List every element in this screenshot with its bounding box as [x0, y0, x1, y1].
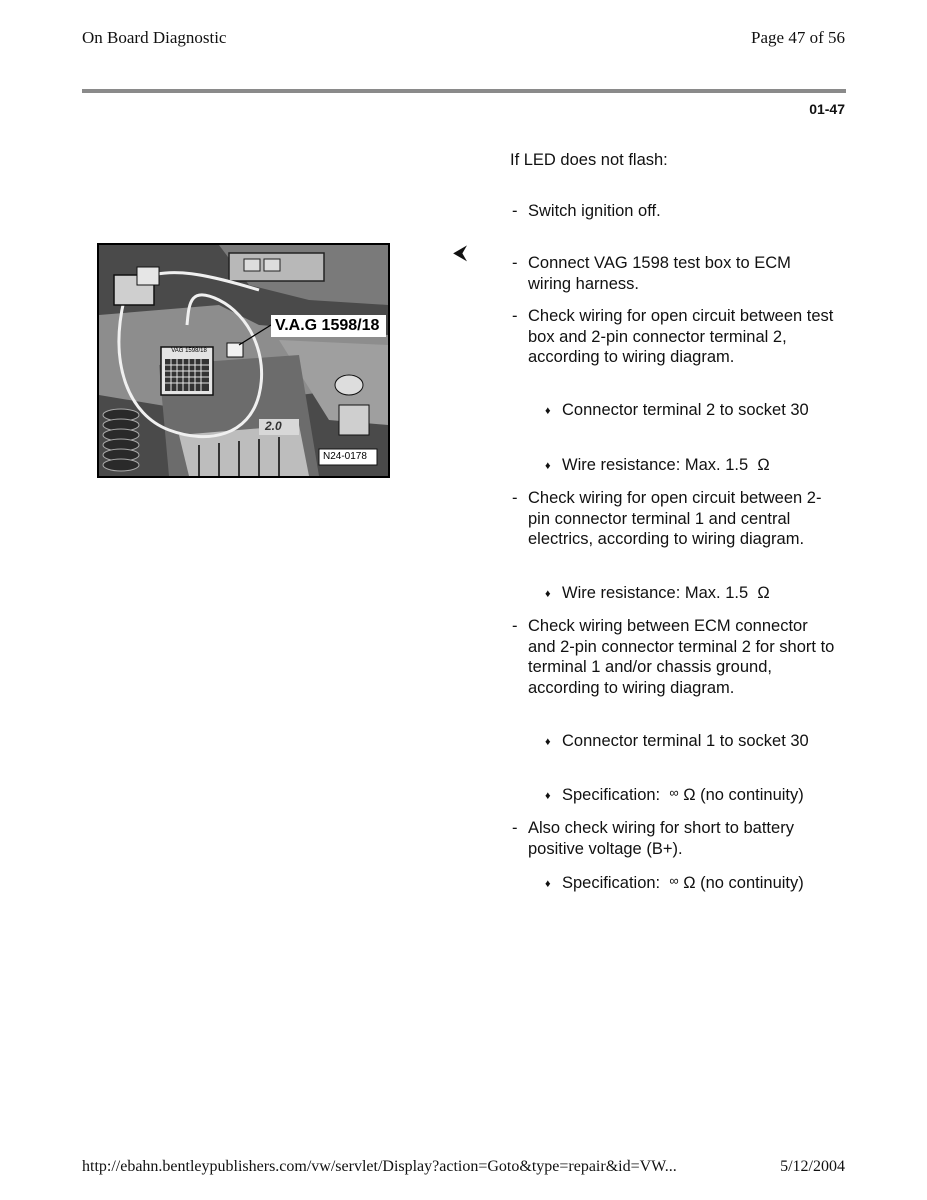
step-text: Check wiring for open circuit between test box and 2-pin connector terminal 2, according to wiring diagram.	[528, 307, 834, 366]
tool-callout-label: V.A.G 1598/18	[275, 317, 380, 334]
engine-figure	[97, 243, 390, 478]
diamond-bullet-icon: ♦	[545, 405, 551, 417]
diamond-bullet-icon: ♦	[545, 790, 551, 802]
dash-marker: -	[512, 489, 518, 507]
ohm-symbol: Ω	[757, 456, 770, 474]
infinity-symbol: ∞	[669, 873, 679, 888]
intro-text: If LED does not flash:	[510, 151, 668, 169]
step-text: Check wiring for open circuit between 2-pin connector terminal 1 and central electrics, according to wiring diagram.	[528, 489, 822, 548]
spec-text	[562, 455, 837, 476]
step-text: Connect VAG 1598 test box to ECM wiring harness.	[528, 254, 791, 293]
step-text: Switch ignition off.	[528, 202, 661, 220]
figure-pointer-icon: ⮜	[453, 242, 468, 264]
dash-marker: -	[512, 254, 518, 272]
dash-marker: -	[512, 202, 518, 220]
test-box-label: VAG 1598/18	[171, 348, 207, 354]
spec-label: Specification:	[562, 874, 661, 892]
diamond-bullet-icon: ♦	[545, 588, 551, 600]
dash-marker: -	[512, 307, 518, 325]
footer-url: http://ebahn.bentleypublishers.com/vw/servlet/Display?action=Goto&type=repair&id=VW...	[82, 1158, 677, 1175]
header-divider	[82, 89, 846, 93]
dash-marker: -	[512, 819, 518, 837]
section-code: 01-47	[809, 101, 845, 117]
document-title: On Board Diagnostic	[82, 28, 227, 47]
diamond-bullet-icon: ♦	[545, 460, 551, 472]
spec-text: Connector terminal 2 to socket 30	[562, 401, 809, 419]
ohm-symbol: Ω	[757, 584, 770, 602]
footer-date: 5/12/2004	[780, 1158, 845, 1175]
engine-illustration	[99, 245, 388, 476]
spec-text	[562, 873, 837, 895]
ohm-symbol: Ω	[683, 786, 696, 804]
engine-badge: 2.0	[265, 419, 282, 433]
spec-label: Specification:	[562, 786, 661, 804]
ohm-symbol: Ω	[683, 874, 696, 892]
step-text: Also check wiring for short to battery positive voltage (B+).	[528, 819, 794, 858]
infinity-symbol: ∞	[669, 785, 679, 800]
diamond-bullet-icon: ♦	[545, 736, 551, 748]
spec-text	[562, 583, 837, 604]
spec-label: Wire resistance: Max. 1.5	[562, 456, 749, 474]
spec-text: Connector terminal 1 to socket 30	[562, 732, 809, 750]
spec-suffix: (no continuity)	[700, 786, 804, 804]
diamond-bullet-icon: ♦	[545, 878, 551, 890]
spec-suffix: (no continuity)	[700, 874, 804, 892]
page-number: Page 47 of 56	[751, 28, 845, 47]
dash-marker: -	[512, 617, 518, 635]
step-text: Check wiring between ECM connector and 2-pin connector terminal 2 for short to terminal 1 and/or chassis ground, according to wiring diagram.	[528, 617, 835, 697]
spec-text	[562, 785, 837, 807]
spec-label: Wire resistance: Max. 1.5	[562, 584, 749, 602]
figure-id: N24-0178	[323, 451, 367, 462]
